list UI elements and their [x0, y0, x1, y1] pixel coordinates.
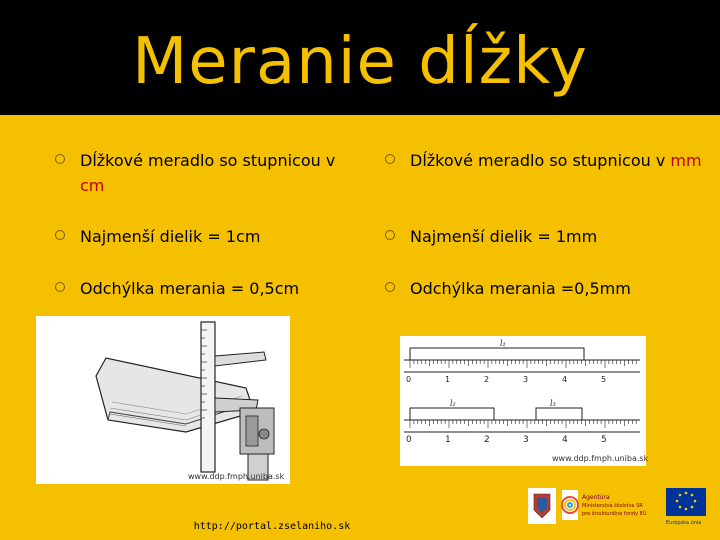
bullet-marker-icon: [385, 282, 395, 292]
ruler-top-tick-3: 3: [523, 375, 529, 384]
bullet-error-mm: [384, 276, 704, 301]
bullet-ruler-cm: [54, 148, 354, 224]
bullet-text: Odchýlka merania =0,5mm: [410, 279, 631, 298]
bullet-marker-icon: [385, 154, 395, 164]
ruler-top-tick-5: 5: [601, 375, 607, 384]
ruler-top-tick-4: 4: [562, 375, 568, 384]
caliper-drawing-icon: [36, 316, 290, 484]
unit-mm: mm: [670, 151, 702, 170]
left-column: [54, 148, 354, 301]
partner-logos-icon: [528, 486, 720, 526]
bullet-text: Dĺžkové meradlo so stupnicou v: [410, 151, 671, 170]
bullet-marker-icon: [55, 154, 65, 164]
ruler-bottom-tick-2: 2: [484, 435, 490, 445]
bullet-error-cm: [54, 276, 354, 301]
ruler-bottom-label-b: l₃: [550, 399, 556, 408]
unit-cm: cm: [80, 176, 105, 195]
ruler-top-tick-0: 0: [406, 375, 412, 384]
ruler-bottom-tick-0: 0: [406, 435, 412, 445]
bullet-text: Dĺžkové meradlo so stupnicou v: [80, 151, 336, 170]
caliper-illustration: [36, 316, 290, 484]
slide-title: Meranie dĺžky: [132, 25, 588, 99]
footer-url[interactable]: http://portal.zselaniho.sk: [193, 521, 351, 532]
ruler-illustration: [400, 336, 649, 466]
bullet-marker-icon: [55, 230, 65, 240]
ruler-bottom-label-a: l₂: [450, 399, 456, 408]
bullet-marker-icon: [385, 230, 395, 240]
credit-left: www.ddp.fmph.uniba.sk: [188, 472, 285, 481]
bullet-marker-icon: [55, 282, 65, 292]
ruler-bottom-tick-1: 1: [445, 435, 451, 445]
bullet-ruler-mm: [384, 148, 704, 224]
ruler-bottom-tick-4: 4: [562, 435, 568, 445]
right-column: [384, 148, 704, 301]
logo-strip: [528, 486, 720, 526]
agency-line2: Ministerstva školstva SR: [582, 503, 643, 509]
eu-label: Európska únia: [666, 520, 702, 526]
ruler-top-tick-1: 1: [445, 375, 451, 384]
ruler-drawing-icon: [400, 336, 646, 454]
bullet-text: Najmenší dielik = 1mm: [410, 227, 598, 246]
ruler-bottom-tick-5: 5: [601, 435, 607, 445]
bullet-smallest-division-cm: [54, 224, 354, 276]
ruler-top-label: l₁: [500, 339, 506, 348]
agency-line1: Agentúra: [582, 494, 610, 501]
bullet-smallest-division-mm: [384, 224, 704, 276]
bullet-text: Najmenší dielik = 1cm: [80, 227, 261, 246]
ruler-bottom-tick-3: 3: [523, 435, 529, 445]
agency-line3: pre štrukturálne fondy EÚ: [582, 511, 647, 517]
bullet-text: Odchýlka merania = 0,5cm: [80, 279, 300, 298]
ruler-top-tick-2: 2: [484, 375, 490, 384]
credit-right: www.ddp.fmph.uniba.sk: [552, 454, 649, 463]
